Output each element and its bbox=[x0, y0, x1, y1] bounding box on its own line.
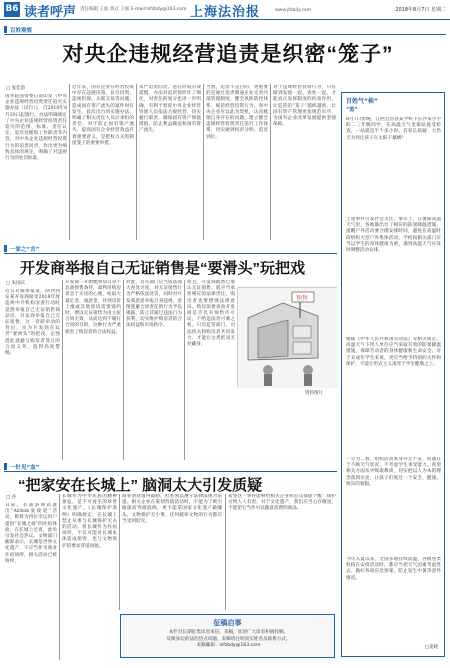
sidebar-paragraph: 8月7日傍晚，江西会昌县某学校下长沙某小学的二三年级同学，在高温天气里排队接受检查，一站就是半个多小时。有家长质疑：大热天为何让孩子在太阳下暴晒？ bbox=[346, 117, 441, 141]
section-label: 一家之“言” bbox=[10, 246, 40, 253]
column-divider bbox=[123, 280, 124, 460]
submission-notice-box bbox=[120, 614, 335, 658]
illustration-sign-text: 预售 bbox=[296, 295, 309, 302]
masthead bbox=[0, 0, 450, 20]
article1-column: 当然，追责不是目的，更重要的是通过追责倒逼企业完善内部管理制度，健全风险防控体系，规范经营投资行为。各中央企业应以此为契机，认真梳理自身存在的问题，建立健全违规经营投资责任追究工作体系，切实做到权责分明、追责到位。 bbox=[206, 85, 268, 140]
publication-date: 2018年8月7日 星期二 bbox=[395, 7, 446, 13]
section-rule bbox=[4, 253, 337, 254]
editor-line: 责任编辑 王彪 版式 王媛 E-mail:lsfzbdy@163.com bbox=[80, 7, 187, 12]
article1-byline: □ 张佳韵 bbox=[6, 86, 26, 91]
column-divider bbox=[203, 84, 204, 240]
section-rule bbox=[4, 34, 446, 35]
article1-column: 对于违规经营投资行为，只有做到发现一起、查处一起，才能真正发挥制度的约束作用，让监管的“笼子”越织越密，让国有资产管理更加规范有序，为国有企业改革发展提供坚强保障。 bbox=[273, 85, 336, 128]
column-divider bbox=[136, 84, 137, 240]
sidebar-paragraph: 今年入夏以来，全国多地持续高温，各级各类机构在安排活动时，都应当把天气因素考虑进去，做好各项应急预案，防止发生中暑等意外情况。 bbox=[346, 557, 441, 581]
article2-column: 对此，有关部门应当依法加大查处力度，对无证销售行为严格依法处罚，同时对开发商恶意举报自身违规、意图逃避合同责任的行为予以揭露，防止其通过违法行为获利，切实维护购房者的合法权益和市场秩序。 bbox=[126, 280, 182, 329]
article1-column: 近年来，国有企业在经营投资中存在违规决策、盲目投资、违规担保、关联交易等问题，造成国有资产流失的案件时有发生。此次出台的实施办法，明确了相关责任人员应承担的责任，对于防止国有资产流失、提高国有企业经营效益有着重要意义，是把权力关进制度笼子的重要举措。 bbox=[72, 85, 134, 146]
illustration-graphic bbox=[238, 288, 338, 388]
notice-line: 来稿邮箱：lsfzbdy@163.com bbox=[196, 643, 261, 648]
section-rule bbox=[4, 471, 337, 472]
section-bar-3 bbox=[4, 462, 39, 471]
article3-column: 商业创意值得鼓励，但必须以遵守法律法规为前提。相关企业在策划营销活动时，不能为了吸引眼球而突破底线，更不能拿国家文化遗产做噱头。文物保护无小事，任何破坏文物的行为都应当受到追究。 bbox=[122, 494, 222, 524]
article3-column: 日前，有旅游网站推出“Airbnb爱彼迎”活动，称将为四位幸运用户提供“长城之夜”的住宿体验，在长城上过夜，此举引发社会热议。文物部门随即表示，长城是世界文化遗产，不应当作为商业住宿场所，相关活动已被叫停。 bbox=[5, 503, 57, 564]
sidebar-paragraph: 一分为二看，组织活动本身并无不妥，问题在于不顾天气状况、不考虑学生承受能力。希望相关方面从中吸取教训，切实把以人为本的理念落到实处，让孩子们度过一个安全、健康、快乐的暑假。 bbox=[346, 457, 441, 487]
article3-headline: “把家安在长城上” 脑洞太大引发质疑 bbox=[18, 477, 263, 494]
column-divider bbox=[62, 280, 63, 460]
article2-headline: 开发商举报自己无证销售是“要滑头”玩把戏 bbox=[20, 260, 306, 277]
page-number: B6 bbox=[4, 2, 20, 17]
section-bar-2 bbox=[4, 244, 39, 253]
sidebar-heading: 百姓气“候” bbox=[346, 98, 378, 105]
article1-column: 从严追责问责，意在形成有效震慑。办法对追责情形作了细化，对责任的划分也进一步明确，有利于督促中央企业经营管理人员依法合规经营，切实履行职责，确保国有资产保值增值，防止利益输送和国有资产流失。 bbox=[139, 85, 201, 134]
column-divider bbox=[119, 494, 120, 610]
article2-byline: □ 朱国庆 bbox=[6, 281, 26, 286]
column-divider bbox=[184, 280, 185, 460]
column-divider bbox=[69, 84, 70, 240]
notice-line: 反映身边的法治热点问题，来稿请注明真实姓名及联系方式。 bbox=[166, 636, 291, 642]
section-mark bbox=[4, 245, 7, 252]
column-divider bbox=[59, 494, 60, 660]
section-label: 百姓观察 bbox=[10, 27, 33, 34]
sidebar-title: “蒸” bbox=[346, 107, 358, 113]
paper-url: www.jfdaily.com bbox=[275, 8, 312, 13]
sidebar-paragraph: 根据《中华人民共和国劳动法》等相关规定，高温天气下用人单位应当采取有效的防暑降温措施，保障劳动者的身体健康和生命安全。对于未成年学生来说，更应当给予特别的关怀和保护，不能让形式主义凌驾于学生健康之上。 bbox=[346, 337, 441, 367]
column-divider bbox=[270, 84, 271, 240]
section-mark bbox=[4, 26, 7, 33]
article1-headline: 对央企违规经营追责是织密“笼子” bbox=[62, 43, 394, 66]
sidebar-paragraph: 上述事件引发社会关注。事实上，在暑期高温天气里，各地都出台了相应的防暑降温措施，提醒户外活动要合理安排时间，避免在高温时段组织大型户外集体活动。学校和相关部门应当以学生的身体健康为重，遇到高温天气应及时调整活动安排。 bbox=[346, 217, 441, 254]
submission-notice-title: 征稿启事 bbox=[213, 619, 242, 627]
article2-illustration bbox=[237, 287, 337, 387]
article3-byline: □ 谷 bbox=[6, 495, 17, 500]
article1-column: 国务院国资委日前印发《中央企业违规经营投资责任追究实施办法（试行）》，自2018年8月30日起施行。办法明确规定了中央企业违规经营投资责任追究的范围、标准、责任认定、追究处理和工作职责等内容，对中央企业违规经营投资行为的追责问责，作出更为细致具体的规定，明确了对违规行为的处罚标准。 bbox=[5, 94, 67, 162]
submission-notice-text bbox=[127, 630, 330, 650]
sidebar-box bbox=[341, 92, 445, 657]
sidebar-author: □姜晓 bbox=[424, 645, 438, 650]
article2-column: 近日有媒体报道，陕西西安某开发商接受2018年度违规中介机构清查行动时竟然举报自己无证销售商品房。开发商举报自己无证销售，这一奇葩举动的背后，实为开发商在玩弄“要滑头”的把戏，企图借此逃避与购房者签订的合同义务，值得高度警惕。 bbox=[5, 289, 60, 357]
article2-column: 开发商一开始便明知自身不具备预售条件，却利用购房者急于买房的心理，收取大量定金、诚意金，待到房价上涨或其他原因需要毁约时，便以无证销售为由主张合同无效，从而达到不履行合同的目的。这种行为严重损害了购房者的合法权益。 bbox=[65, 280, 121, 335]
column-divider bbox=[225, 494, 226, 610]
article3-column: 长城作为中华民族的精神象征，是不可再生的珍贵文化遗产。《长城保护条例》明确规定，在长城上禁止从事与长城保护无关的活动。将长城作为住宿场所，不仅可能对长城本体造成损害，也与文物保护的要求背道而驰。 bbox=[62, 494, 117, 549]
article2-column: 而且，开发商既然已承认无证销售，就应当承担相应的法律责任。购房者也要增强法律意识，购房前要查验开发商是否具有预售许可证，不给违法者可乘之机。只有监管部门、司法机关和购房者共同发力，才能让这类把戏无处藏身。 bbox=[187, 280, 235, 348]
illustration-caption: 资料图片 bbox=[305, 391, 323, 396]
section-bar-1 bbox=[4, 25, 32, 34]
notice-line: 本栏目长期征集读者来信、来稿，欢迎广大读者积极投稿， bbox=[168, 630, 289, 635]
section-mark bbox=[4, 463, 7, 470]
paper-logo: 上海法治报 bbox=[190, 5, 261, 20]
section-name: 读者呼声 bbox=[24, 5, 77, 20]
section-label: 一针见“血” bbox=[10, 464, 40, 471]
article3-column: 希望这一事件能够给相关企业和公众都提个醒：保护文物人人有责，对于文化遗产，我们应当心存敬畏，不能把它当作可以随意消费的商品。 bbox=[228, 494, 336, 512]
